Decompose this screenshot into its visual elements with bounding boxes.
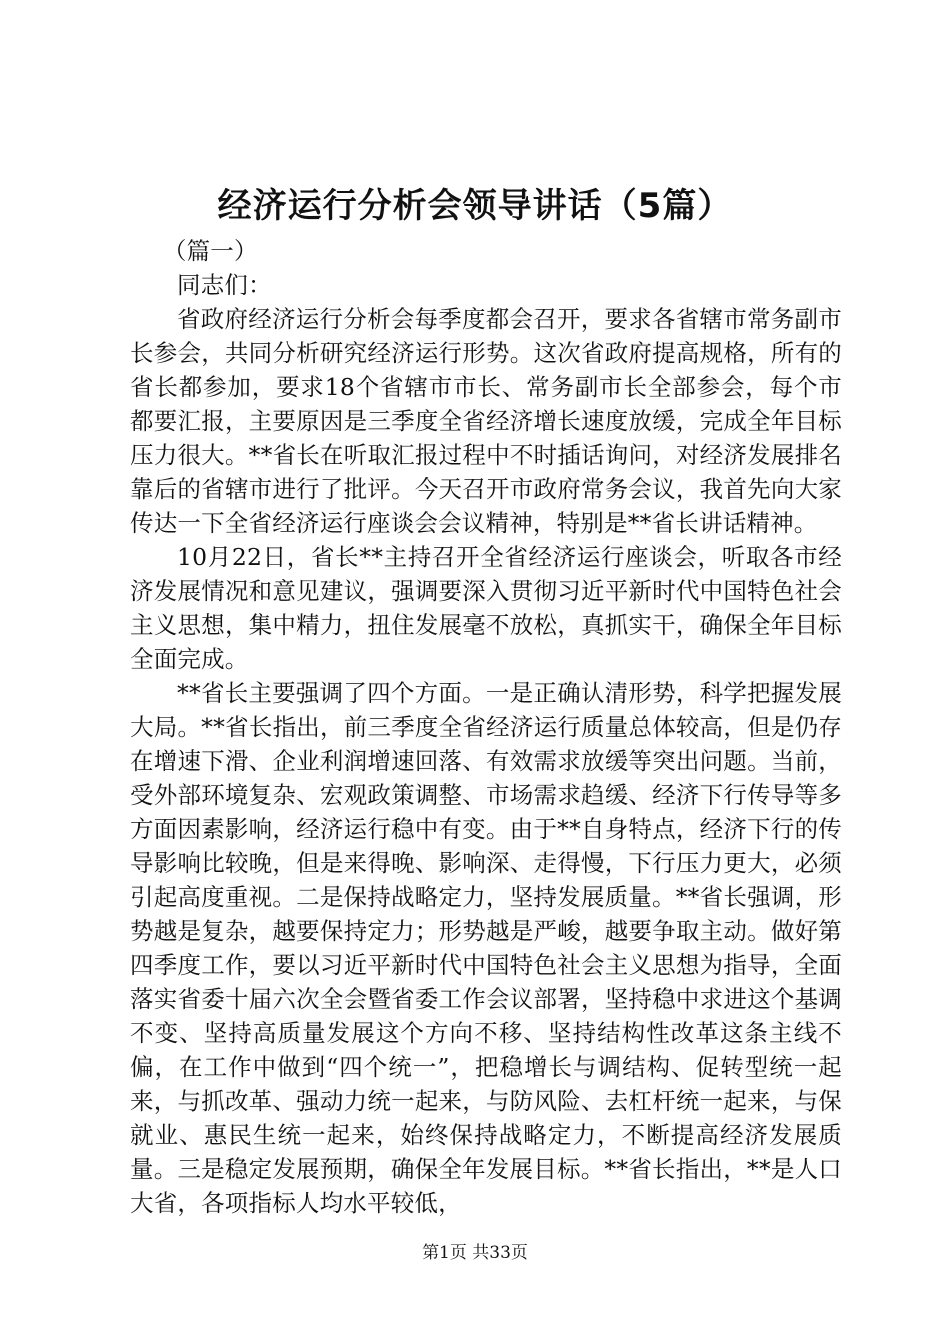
body-paragraph-3: **省长主要强调了四个方面。一是正确认清形势，科学把握发展大局。**省长指出，前三季度全省经济运行质量总体较高，但是仍存在增速下滑、企业利润增速回落、有效需求放缓等突出问题。当前，受外部环境复杂、宏观政策调整、市场需求趋缓、经济下行传导等多方面因素影响，经济运行稳中有变。由于**自身特点，经济下行的传导影响比较晚，但是来得晚、影响深、走得慢，下行压力更大，必须引起高度重视。二是保持战略定力，坚持发展质量。**省长强调，形势越是复杂，越要保持定力；形势越是严峻，越要争取主动。做好第四季度工作，要以习近平新时代中国特色社会主义思想为指导，全面落实省委十届六次全会暨省委工作会议部署，坚持稳中求进这个基调不变、坚持高质量发展这个方向不移、坚持结构性改革这条主线不偏，在工作中做到“四个统一”，把稳增长与调结构、促转型统一起来，与抓改革、强动力统一起来，与防风险、去杠杆统一起来，与保就业、惠民生统一起来，始终保持战略定力，不断提高经济发展质量。三是稳定发展预期，确保全年发展目标。**省长指出，**是人口大省，各项指标人均水平较低，	[130, 679, 842, 1217]
part-label: （篇一）	[162, 237, 258, 265]
body-paragraph-2: 10月22日，省长**主持召开全省经济运行座谈会，听取各市经济发展情况和意见建议，强调要深入贯彻习近平新时代中国特色社会主义思想，集中精力，扭住发展毫不放松，真抓实干，确保全年目标全面完成。	[130, 543, 842, 673]
document-title: 经济运行分析会领导讲话（5篇）	[217, 186, 733, 226]
body-paragraph-1: 省政府经济运行分析会每季度都会召开，要求各省辖市常务副市长参会，共同分析研究经济运行形势。这次省政府提高规格，所有的省长都参加，要求18个省辖市市长、常务副市长全部参会，每个市都要汇报，主要原因是三季度全省经济增长速度放缓，完成全年目标压力很大。**省长在听取汇报过程中不时插话询问，对经济发展排名靠后的省辖市进行了批评。今天召开市政府常务会议，我首先向大家传达一下全省经济运行座谈会会议精神，特别是**省长讲话精神。	[130, 305, 842, 537]
document-body	[130, 234, 842, 1220]
page-footer: 第1页 共33页	[422, 1243, 528, 1263]
salutation: 同志们：	[177, 271, 272, 299]
